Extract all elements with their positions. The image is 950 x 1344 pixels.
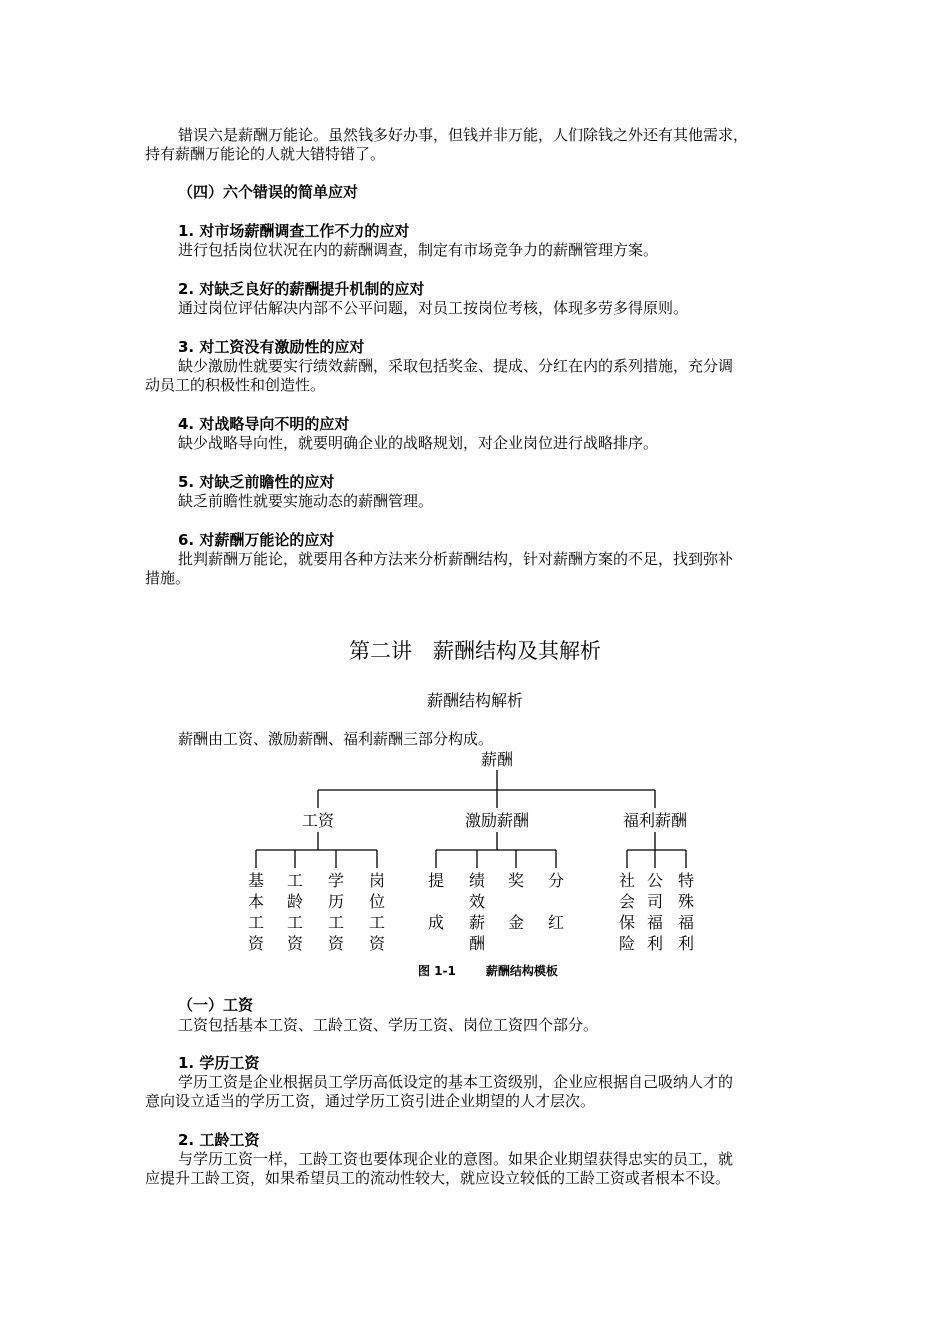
diagram-leaf-0-2: 学历工资 — [327, 871, 345, 953]
item-4-title: 4. 对战略导向不明的应对 — [178, 415, 350, 433]
section-heading-responses: （四）六个错误的简单应对 — [178, 183, 359, 201]
wage-item-2-text-line1: 与学历工资一样，工龄工资也要体现企业的意图。如果企业期望获得忠实的员工，就 — [178, 1150, 734, 1168]
item-2-title: 2. 对缺乏良好的薪酬提升机制的应对 — [178, 280, 425, 298]
diagram-leaf-0-1: 工龄工资 — [286, 871, 304, 953]
diagram-branch-incentive: 激励薪酬 — [464, 811, 530, 830]
figure-caption — [418, 962, 558, 979]
item-1-text: 进行包括岗位状况在内的薪酬调查，制定有市场竞争力的薪酬管理方案。 — [178, 241, 659, 259]
salary-intro: 薪酬由工资、激励薪酬、福利薪酬三部分构成。 — [178, 730, 494, 748]
diagram-leaf-1-3: 分红 — [547, 871, 565, 932]
diagram-root-label: 薪酬 — [480, 750, 514, 769]
item-4-text: 缺少战略导向性，就要明确企业的战略规划，对企业岗位进行战略排序。 — [178, 434, 659, 452]
diagram-leaves — [248, 871, 694, 953]
error6-text-line1: 错误六是薪酬万能论。虽然钱多好办事，但钱并非万能，人们除钱之外还有其他需求， — [178, 126, 749, 144]
wage-item-2-text-line2: 应提升工龄工资，如果希望员工的流动性较大，就应设立较低的工龄工资或者根本不设。 — [145, 1169, 731, 1187]
item-3-title: 3. 对工资没有激励性的应对 — [178, 338, 365, 356]
error6-text-line2: 持有薪酬万能论的人就大错特错了。 — [145, 145, 386, 163]
diagram-leaf-2-2: 特殊福利 — [677, 871, 695, 953]
diagram-branch-welfare: 福利薪酬 — [622, 811, 688, 830]
diagram-leaf-0-0: 基本工资 — [247, 871, 265, 953]
section-subtitle: 薪酬结构解析 — [426, 691, 523, 710]
figure-caption-text: 薪酬结构模板 — [485, 964, 558, 978]
item-1-title: 1. 对市场薪酬调查工作不力的应对 — [178, 222, 410, 240]
item-6-title: 6. 对薪酬万能论的应对 — [178, 531, 335, 549]
diagram-leaf-1-1: 绩效薪酬 — [468, 871, 486, 953]
item-3-text-line1: 缺少激励性就要实行绩效薪酬，采取包括奖金、提成、分红在内的系列措施，充分调 — [178, 357, 734, 375]
wage-item-1-text-line1: 学历工资是企业根据员工学历高低设定的基本工资级别，企业应根据自己吸纳人才的 — [178, 1073, 734, 1091]
diagram-leaf-1-0: 提成 — [427, 871, 445, 932]
diagram-leaf-2-1: 公司福利 — [646, 871, 664, 953]
wage-item-1-title: 1. 学历工资 — [178, 1054, 260, 1072]
wage-intro: 工资包括基本工资、工龄工资、学历工资、岗位工资四个部分。 — [178, 1016, 599, 1034]
wage-item-1-text-line2: 意向设立适当的学历工资，通过学历工资引进企业期望的人才层次。 — [145, 1092, 596, 1110]
item-3-text-line2: 动员工的积极性和创造性。 — [145, 376, 326, 394]
item-5-title: 5. 对缺乏前瞻性的应对 — [178, 473, 335, 491]
diagram-leaf-1-2: 奖金 — [507, 871, 525, 932]
diagram-branch-wage: 工资 — [301, 811, 335, 830]
item-5-text: 缺乏前瞻性就要实施动态的薪酬管理。 — [178, 492, 434, 510]
figure-caption-number: 图 1-1 — [418, 964, 456, 978]
wage-heading: （一）工资 — [178, 996, 254, 1014]
item-6-text-line1: 批判薪酬万能论，就要用各种方法来分析薪酬结构，针对薪酬方案的不足，找到弥补 — [178, 550, 734, 568]
lecture-title: 第二讲 薪酬结构及其解析 — [349, 639, 601, 663]
item-2-text: 通过岗位评估解决内部不公平问题，对员工按岗位考核，体现多劳多得原则。 — [178, 299, 689, 317]
wage-item-2-title: 2. 工龄工资 — [178, 1131, 260, 1149]
diagram-leaf-2-0: 社会保险 — [618, 871, 636, 953]
diagram-leaf-0-3: 岗位工资 — [368, 871, 386, 953]
item-6-text-line2: 措施。 — [145, 569, 191, 587]
